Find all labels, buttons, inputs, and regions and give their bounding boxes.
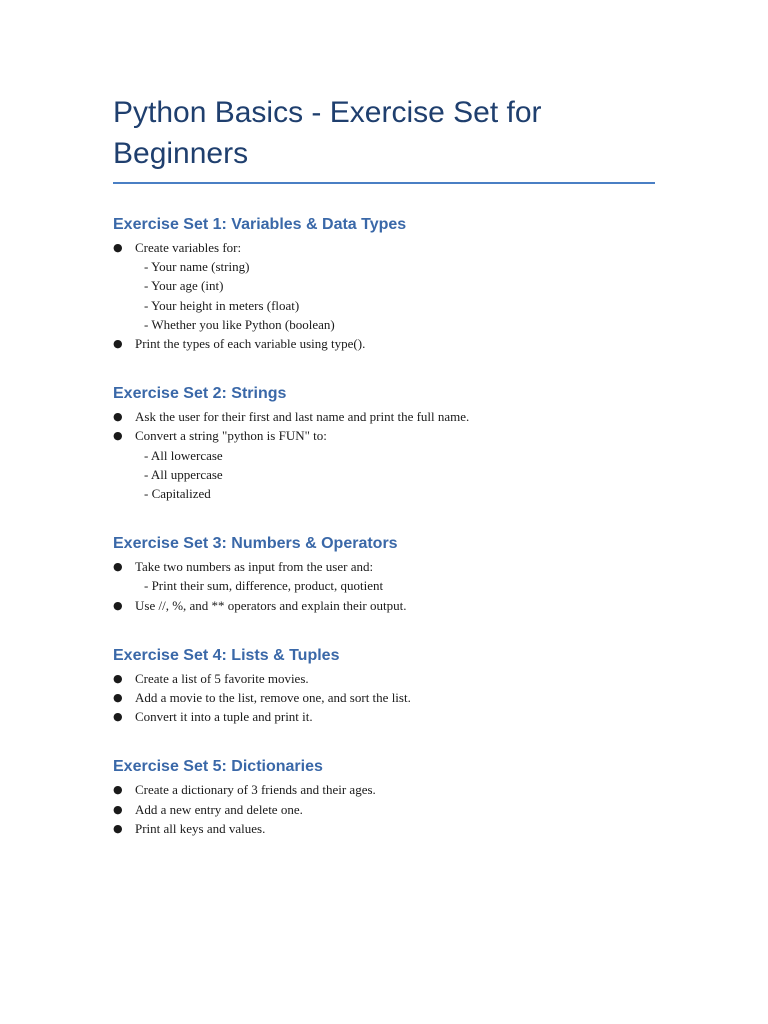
list-item-text: Use //, %, and ** operators and explain their output. bbox=[135, 597, 407, 613]
section-heading: Exercise Set 4: Lists & Tuples bbox=[113, 646, 340, 664]
list-item bbox=[113, 334, 655, 353]
bullet-icon: ● bbox=[113, 429, 123, 443]
exercise-list bbox=[113, 238, 655, 353]
list-item-text: Print all keys and values. bbox=[135, 820, 266, 836]
bullet-icon: ● bbox=[113, 691, 123, 705]
exercise-list bbox=[113, 669, 655, 727]
list-item bbox=[113, 426, 655, 503]
bullet-icon: ● bbox=[113, 241, 123, 254]
bullet-icon: ● bbox=[113, 598, 123, 612]
exercise-section bbox=[113, 533, 655, 615]
list-item bbox=[113, 596, 655, 615]
bullet-icon: ● bbox=[113, 671, 123, 685]
bullet-icon: ● bbox=[113, 410, 123, 424]
sub-item-text: - Print their sum, difference, product, quotient bbox=[144, 578, 384, 594]
list-item bbox=[113, 238, 655, 334]
list-item bbox=[113, 800, 655, 819]
list-item bbox=[113, 707, 655, 726]
list-item-text: Create a dictionary of 3 friends and their ages. bbox=[135, 782, 376, 798]
list-item bbox=[113, 780, 655, 799]
bullet-icon: ● bbox=[113, 560, 123, 574]
list-item-text: Create variables for: bbox=[135, 240, 242, 255]
list-item-text: Take two numbers as input from the user and: bbox=[135, 559, 374, 575]
exercise-list bbox=[113, 407, 655, 503]
exercise-section bbox=[113, 214, 655, 353]
sub-item-text: - Capitalized bbox=[144, 486, 211, 502]
list-item bbox=[113, 688, 655, 707]
exercise-section bbox=[113, 383, 655, 503]
exercise-sections bbox=[113, 214, 655, 838]
list-item-text: Convert a string "python is FUN" to: bbox=[135, 428, 327, 444]
exercise-section bbox=[113, 756, 655, 838]
list-item-text: Convert it into a tuple and print it. bbox=[135, 709, 313, 725]
list-item-text: Add a movie to the list, remove one, and sort the list. bbox=[135, 690, 411, 706]
section-heading: Exercise Set 2: Strings bbox=[113, 385, 287, 403]
list-item-text: Create a list of 5 favorite movies. bbox=[135, 670, 309, 686]
sub-item-text: - All lowercase bbox=[144, 447, 223, 463]
page-title: Python Basics - Exercise Set for Beginners bbox=[113, 96, 542, 170]
section-heading: Exercise Set 5: Dictionaries bbox=[113, 758, 323, 776]
list-item-text: Ask the user for their first and last name and print the full name. bbox=[135, 409, 470, 425]
section-heading: Exercise Set 1: Variables & Data Types bbox=[113, 216, 407, 233]
title-underline bbox=[113, 182, 655, 184]
list-item bbox=[113, 669, 655, 688]
bullet-icon: ● bbox=[113, 710, 123, 724]
exercise-list bbox=[113, 780, 655, 838]
list-item bbox=[113, 557, 655, 595]
document-page bbox=[113, 92, 655, 838]
bullet-icon: ● bbox=[113, 821, 123, 835]
list-item-text: Print the types of each variable using type(). bbox=[135, 336, 366, 352]
list-item bbox=[113, 819, 655, 838]
section-heading: Exercise Set 3: Numbers & Operators bbox=[113, 535, 398, 553]
list-item bbox=[113, 407, 655, 426]
sub-item-text: - Your height in meters (float) bbox=[144, 297, 300, 313]
exercise-list bbox=[113, 557, 655, 615]
bullet-icon: ● bbox=[113, 337, 123, 351]
bullet-icon: ● bbox=[113, 783, 123, 797]
bullet-icon: ● bbox=[113, 802, 123, 816]
sub-item-text: - All uppercase bbox=[144, 466, 223, 482]
sub-item-text: - Whether you like Python (boolean) bbox=[144, 316, 335, 332]
sub-item-text: - Your age (int) bbox=[144, 278, 224, 294]
list-item-text: Add a new entry and delete one. bbox=[135, 801, 303, 817]
sub-item-text: - Your name (string) bbox=[144, 259, 250, 275]
exercise-section bbox=[113, 645, 655, 727]
